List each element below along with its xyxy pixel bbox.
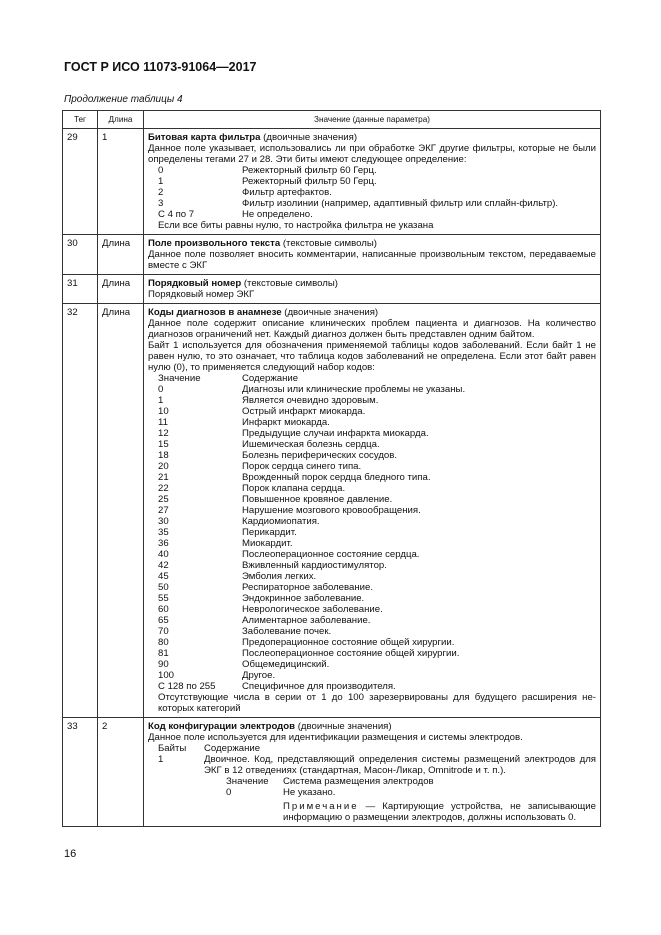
bytes-header-value: Содержание (204, 743, 261, 754)
code-item (148, 560, 596, 571)
note (204, 801, 596, 823)
code-item-value: Врожденный порок сердца бледного типа. (242, 472, 431, 483)
code-item-value: Вживленный кардиостимулятор. (242, 560, 387, 571)
bit-item-key: 0 (158, 165, 164, 176)
param-name: Код конфигурации электродов (148, 721, 296, 732)
code-item-key: 11 (158, 417, 168, 428)
codes-header (148, 373, 596, 384)
code-item-key: 20 (158, 461, 169, 472)
codes-header-key: Значение (158, 373, 201, 384)
code-item-key: 21 (158, 472, 169, 483)
table-row (63, 304, 601, 718)
code-item (148, 604, 596, 615)
code-item-key: 100 (158, 670, 175, 681)
code-item-key: 90 (158, 659, 169, 670)
code-item-key: 70 (158, 626, 169, 637)
code-item-value: Кардиомиопатия. (242, 516, 320, 527)
code-item-value: Специфичное для производителя. (242, 681, 396, 692)
code-item (148, 417, 596, 428)
bytes-header (148, 743, 596, 754)
bit-item (148, 187, 596, 198)
code-item (148, 428, 596, 439)
bit-item (148, 198, 596, 209)
code-item-key: 0 (158, 384, 164, 395)
tag-cell: 33 (63, 718, 98, 827)
bit-item-key: 2 (158, 187, 164, 198)
code-item-key: 81 (158, 648, 169, 659)
param-name: Битовая карта фильтра (148, 132, 261, 143)
param-name: Порядковый номер (148, 278, 242, 289)
code-item-value: Общемедицинский. (242, 659, 330, 670)
value-cell (144, 718, 601, 827)
code-item-value: Респираторное заболевание. (242, 582, 373, 593)
byte-value: Двоичное. Код, представляющий определения системы размещений электродов для ЭКГ в 12 отведениях (стандартная, Масон-Ликар, Omnitrode и т. п.). (204, 754, 596, 776)
table-row (63, 235, 601, 275)
code-item-key: 50 (158, 582, 169, 593)
param-description: Байт 1 используется для обозначения применяемой таблицы кодов заболеваний. Если байт 1 не равен нулю, то это означает, что таблица кодов заболеваний не определена. Если этот байт равен нулю (0), то применяется следующий набор кодов: (148, 340, 596, 373)
code-item-value: Другое. (242, 670, 276, 681)
table-row (63, 718, 601, 827)
code-item-value: Алиментарное заболевание. (242, 615, 371, 626)
code-item-value: Нарушение мозгового кровообращения. (242, 505, 421, 516)
param-type: (двоичные значения) (295, 721, 392, 732)
col-header-value: Значение (данные параметра) (144, 111, 601, 129)
code-item-key: 35 (158, 527, 169, 538)
param-type: (двоичные значения) (281, 307, 379, 318)
table-4 (62, 110, 601, 827)
bit-item-key: 3 (158, 198, 164, 209)
bit-item-value: Не определено. (242, 209, 313, 220)
param-description: Данное поле указывает, использовались ли при обработке ЭКГ другие фильтры, которые не были определены тегами 27 и 28. Эти биты имеют следующее определение: (148, 143, 596, 165)
code-item-value: Диагнозы или клинические проблемы не указаны. (242, 384, 466, 395)
length-cell: Длина (98, 275, 144, 304)
length-cell: 2 (98, 718, 144, 827)
code-item-key: 12 (158, 428, 169, 439)
byte-row (148, 754, 596, 823)
param-name: Поле произвольного текста (148, 238, 281, 249)
table-header-row (63, 111, 601, 129)
tag-cell: 32 (63, 304, 98, 718)
note-body (283, 801, 596, 823)
code-item-key: 45 (158, 571, 169, 582)
code-item-key: 30 (158, 516, 169, 527)
code-item-value: Повышенное кровяное давление. (242, 494, 393, 505)
bit-item-key: С 4 по 7 (158, 209, 195, 220)
document-header: ГОСТ Р ИСО 11073-91064—2017 (64, 60, 257, 74)
code-item-value: Эмболия легких. (242, 571, 317, 582)
note-label: Примечание (283, 801, 359, 812)
note-text: — Картирующие устройства, не записывающие информацию о размещении электродов, должны использовать 0. (283, 801, 596, 823)
code-item (148, 483, 596, 494)
code-item (148, 406, 596, 417)
code-item-value: Миокардит. (242, 538, 293, 549)
code-item (148, 505, 596, 516)
code-item-value: Порок клапана сердца. (242, 483, 346, 494)
byte-key: 1 (158, 754, 164, 765)
code-item (148, 384, 596, 395)
bit-item-value: Режекторный фильтр 50 Герц. (242, 176, 377, 187)
param-footer: Если все биты равны нулю, то настройка фильтра не указана (158, 220, 434, 231)
code-item (148, 648, 596, 659)
electrode-row (204, 787, 596, 798)
bit-item-value: Фильтр изолинии (например, адаптивный фильтр или сплайн-фильтр). (242, 198, 559, 209)
table-continuation-caption: Продолжение таблицы 4 (64, 94, 183, 105)
electrode-key: 0 (226, 787, 232, 798)
bit-item-value: Фильтр артефактов. (242, 187, 332, 198)
code-item (148, 450, 596, 461)
tag-cell: 29 (63, 129, 98, 235)
code-item-value: Предоперационное состояние общей хирургии. (242, 637, 455, 648)
code-item-value: Болезнь периферических сосудов. (242, 450, 398, 461)
electrode-header (204, 776, 596, 787)
length-cell: Длина (98, 304, 144, 718)
value-cell (144, 129, 601, 235)
code-item (148, 439, 596, 450)
code-item (148, 681, 596, 692)
codes-header-value: Содержание (242, 373, 299, 384)
param-type: (текстовые символы) (280, 238, 377, 249)
code-item (148, 659, 596, 670)
bit-item (148, 209, 596, 220)
code-item-key: 60 (158, 604, 169, 615)
bit-item (148, 176, 596, 187)
code-item-key: С 128 по 255 (158, 681, 216, 692)
code-item (148, 626, 596, 637)
code-item (148, 461, 596, 472)
length-cell: 1 (98, 129, 144, 235)
value-cell (144, 275, 601, 304)
param-type: (текстовые символы) (241, 278, 338, 289)
param-type: (двоичные значения) (260, 132, 358, 143)
code-item (148, 516, 596, 527)
page-number: 16 (64, 848, 77, 860)
code-item-key: 18 (158, 450, 169, 461)
bytes-header-key: Байты (158, 743, 187, 754)
code-item-value: Острый инфаркт миокарда. (242, 406, 366, 417)
value-cell (144, 235, 601, 275)
note-spacer (204, 801, 283, 823)
code-item-key: 1 (158, 395, 164, 406)
code-item-key: 25 (158, 494, 169, 505)
code-item (148, 494, 596, 505)
param-description: Порядковый номер ЭКГ (148, 289, 255, 300)
code-item-value: Ишемическая болезнь сердца. (242, 439, 380, 450)
code-item (148, 582, 596, 593)
tag-cell: 30 (63, 235, 98, 275)
code-item-value: Инфаркт миокарда. (242, 417, 330, 428)
code-item (148, 538, 596, 549)
electrode-header-key: Значение (226, 776, 269, 787)
code-item-key: 36 (158, 538, 169, 549)
tag-cell: 31 (63, 275, 98, 304)
value-cell (144, 304, 601, 718)
code-item-key: 27 (158, 505, 169, 516)
code-item-value: Порок сердца синего типа. (242, 461, 362, 472)
code-item (148, 593, 596, 604)
code-item (148, 637, 596, 648)
code-item-value: Перикардит. (242, 527, 297, 538)
code-item-key: 15 (158, 439, 169, 450)
table-row (63, 129, 601, 235)
code-item-key: 55 (158, 593, 169, 604)
code-item-key: 80 (158, 637, 169, 648)
col-header-length: Длина (98, 111, 144, 129)
bit-list (148, 165, 596, 220)
code-item (148, 615, 596, 626)
code-item-key: 40 (158, 549, 169, 560)
code-item-key: 10 (158, 406, 169, 417)
param-description: Данное поле содержит описание клинических проблем пациента и диагнозов. На количество диагнозов ограничений нет. Каждый диагноз должен быть представлен одним байтом. (148, 318, 596, 340)
electrode-header-value: Система размещения электродов (283, 776, 434, 787)
code-item-key: 65 (158, 615, 169, 626)
code-item (148, 395, 596, 406)
code-item-key: 42 (158, 560, 169, 571)
code-item (148, 527, 596, 538)
param-description: Данное поле используется для идентификации размещения и системы электродов. (148, 732, 523, 743)
code-item-key: 22 (158, 483, 169, 494)
byte-content (204, 754, 596, 823)
code-item (148, 571, 596, 582)
code-item-value: Заболевание почек. (242, 626, 332, 637)
length-cell: Длина (98, 235, 144, 275)
code-item-value: Послеоперационное состояние сердца. (242, 549, 420, 560)
bit-item (148, 165, 596, 176)
table-row (63, 275, 601, 304)
code-item-value: Эндокринное заболевание. (242, 593, 365, 604)
code-item (148, 549, 596, 560)
code-item-value: Является очевидно здоровым. (242, 395, 379, 406)
param-description: Данное поле позволяет вносить комментарии, написанные произвольным текстом, передаваемые вместе с ЭКГ (148, 249, 596, 271)
code-item-value: Предыдущие случаи инфаркта миокарда. (242, 428, 429, 439)
code-list (148, 384, 596, 692)
param-name: Коды диагнозов в анамнезе (148, 307, 282, 318)
code-item (148, 472, 596, 483)
electrode-value: Не указано. (283, 787, 336, 798)
code-item-value: Послеоперационное состояние общей хирургии. (242, 648, 460, 659)
bit-item-value: Режекторный фильтр 60 Герц. (242, 165, 377, 176)
col-header-tag: Тег (63, 111, 98, 129)
param-footer: Отсутствующие числа в серии от 1 до 100 зарезервированы для будущего расширения некоторых категорий (158, 692, 596, 714)
code-item (148, 670, 596, 681)
code-item-value: Неврологическое заболевание. (242, 604, 383, 615)
bit-item-key: 1 (158, 176, 164, 187)
